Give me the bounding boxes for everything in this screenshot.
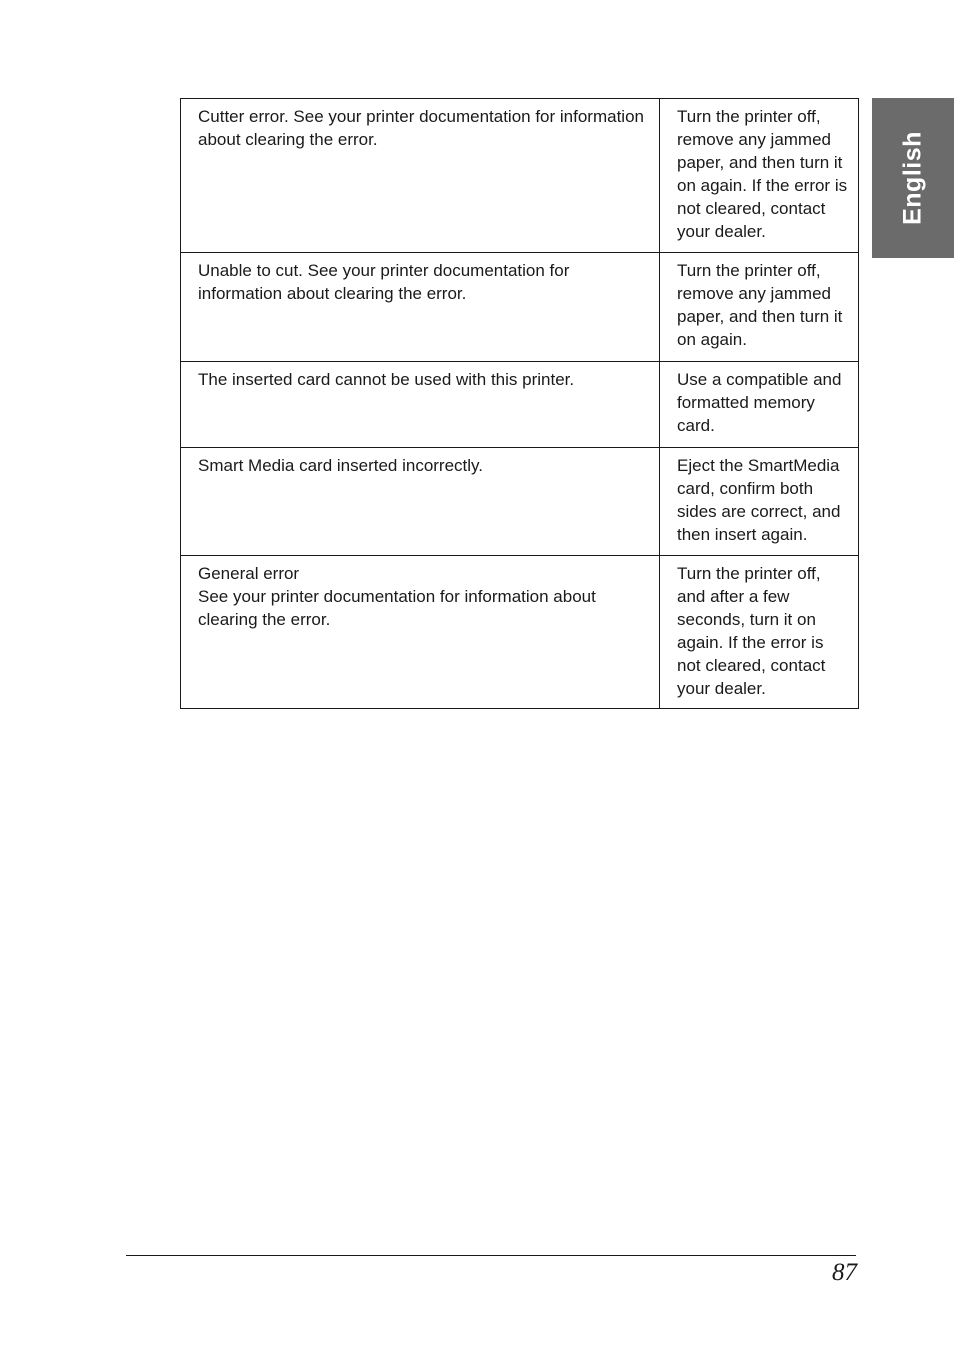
page-number: 87 bbox=[832, 1259, 857, 1286]
table-row bbox=[181, 448, 859, 556]
error-message-cell bbox=[181, 362, 660, 448]
table-row bbox=[181, 253, 859, 362]
solution-cell: Turn the printer off, and after a few seconds, turn it on again. If the error is not cleared, contact your dealer. bbox=[660, 556, 859, 709]
solution-cell: Use a compatible and formatted memory card. bbox=[660, 362, 859, 448]
solution-cell: Turn the printer off, remove any jammed paper, and then turn it on again. If the error is not cleared, contact your dealer. bbox=[660, 99, 859, 253]
table-row bbox=[181, 556, 859, 709]
error-message-text: See your printer documentation for information about clearing the error. bbox=[198, 587, 596, 629]
solution-cell: Turn the printer off, remove any jammed paper, and then turn it on again. bbox=[660, 253, 859, 362]
error-message-text: The inserted card cannot be used with this printer. bbox=[198, 370, 575, 389]
error-message-cell bbox=[181, 448, 660, 556]
solution-cell: Eject the SmartMedia card, confirm both sides are correct, and then insert again. bbox=[660, 448, 859, 556]
table-row bbox=[181, 99, 859, 253]
error-message-cell bbox=[181, 99, 660, 253]
error-message-title: General error bbox=[198, 564, 300, 583]
error-message-text: Unable to cut. See your printer documentation for information about clearing the error. bbox=[198, 261, 570, 303]
language-tab bbox=[872, 98, 954, 258]
table-row bbox=[181, 362, 859, 448]
error-message-cell bbox=[181, 253, 660, 362]
error-message-text: Smart Media card inserted incorrectly. bbox=[198, 456, 484, 475]
error-message-text: Cutter error. See your printer documentation for information about clearing the error. bbox=[198, 107, 644, 149]
language-tab-label: English bbox=[898, 131, 927, 225]
error-message-cell bbox=[181, 556, 660, 709]
footer-divider bbox=[126, 1255, 856, 1256]
error-message-table bbox=[180, 98, 859, 709]
